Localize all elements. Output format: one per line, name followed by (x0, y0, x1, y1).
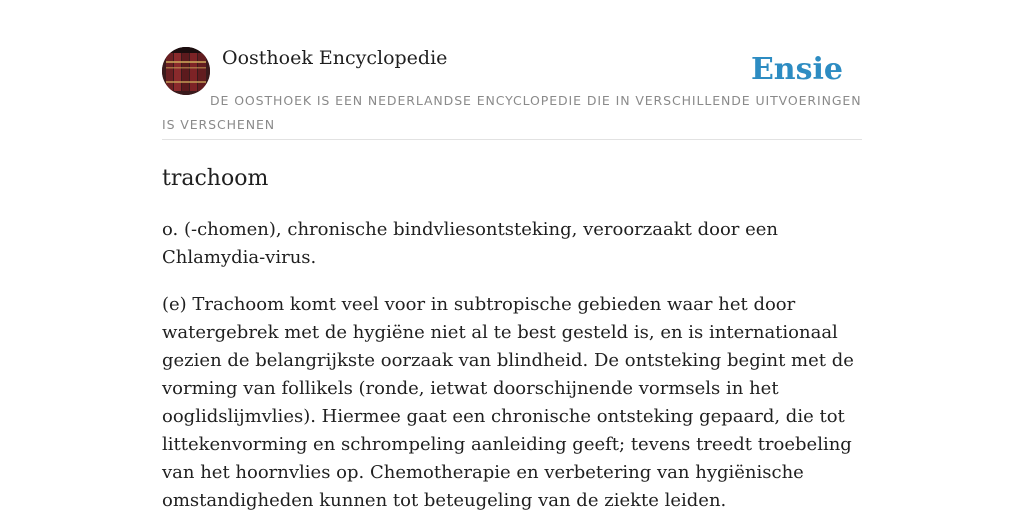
content-container (162, 0, 862, 511)
ensie-logo-link[interactable]: Ensie (750, 52, 843, 87)
site-name[interactable]: Oosthoek Encyclopedie (222, 47, 448, 69)
site-header (162, 0, 862, 140)
article-paragraph-definition: o. (-chomen), chronische bindvliesontsteking, veroorzaakt door een Chlamydia-virus. (162, 219, 779, 268)
encyclopedia-avatar[interactable] (162, 47, 210, 95)
site-tagline: DE OOSTHOEK IS EEN NEDERLANDSE ENCYCLOPEDIE DIE IN VERSCHILLENDE UITVOERINGEN IS VERSCHENEN (162, 93, 862, 132)
article-title: trachoom (162, 166, 269, 191)
books-icon (162, 47, 210, 95)
article-paragraph-body: (e) Trachoom komt veel voor in subtropische gebieden waar het door watergebrek met de hygiëne niet al te best gesteld is, en is internationaal gezien de belangrijkste oorzaak van blindheid. De ontsteking begint met de vorming van follikels (ronde, ietwat doorschijnende vormsels in het ooglidslijmvlies). Hiermee gaat een chronische ontsteking gepaard, die tot littekenvorming en schrompeling aanleiding geeft; tevens treedt troebeling van het hoornvlies op. Chemotherapie en verbetering van hygiënische omstandigheden kunnen tot beteugeling van de ziekte leiden. (162, 294, 854, 511)
